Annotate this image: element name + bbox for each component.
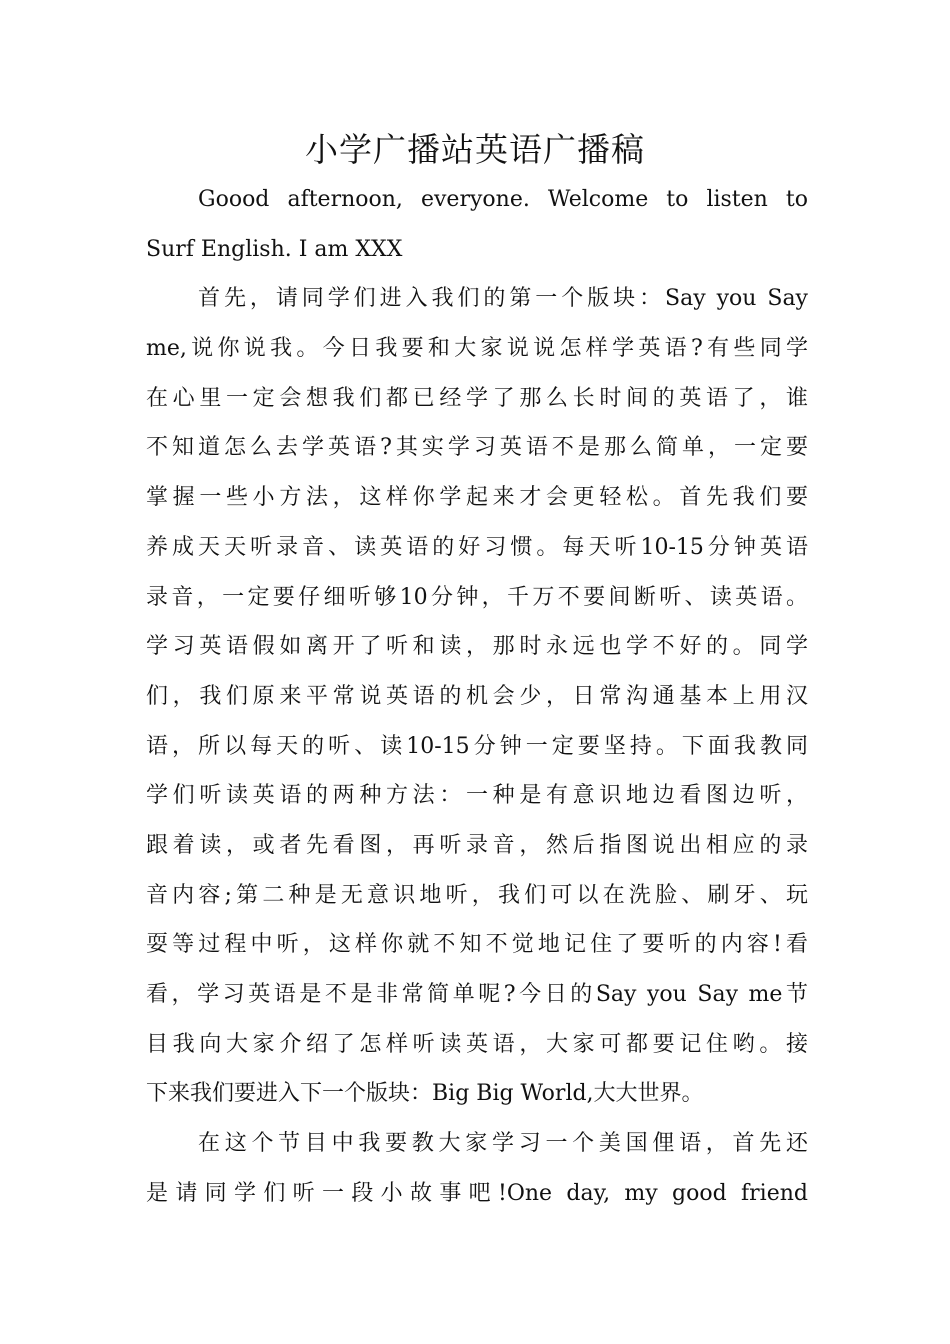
- paragraph-line: 首先，请同学们进入我们的第一个版块：Say you Say: [198, 286, 808, 312]
- paragraph-line: 掌握一些小方法，这样你学起来才会更轻松。首先我们要: [146, 485, 808, 511]
- paragraph-line: 下来我们要进入下一个版块：Big Big World,大大世界。: [146, 1081, 704, 1107]
- paragraph-line: 学们听读英语的两种方法：一种是有意识地边看图边听，: [146, 783, 808, 809]
- paragraph-line: 养成天天听录音、读英语的好习惯。每天听10-15分钟英语: [146, 534, 808, 560]
- paragraph-line: 目我向大家介绍了怎样听读英语，大家可都要记住哟。接: [146, 1031, 808, 1057]
- paragraph-line: 在这个节目中我要教大家学习一个美国俚语，首先还: [198, 1131, 808, 1157]
- paragraph-line: 音内容;第二种是无意识地听，我们可以在洗脸、刷牙、玩: [146, 882, 808, 908]
- document-body: [146, 178, 808, 1221]
- paragraph-line: 是请同学们听一段小故事吧!One day, my good friend: [146, 1180, 808, 1206]
- paragraph-line: 在心里一定会想我们都已经学了那么长时间的英语了，谁: [146, 385, 808, 411]
- document-title: 小学广播站英语广播稿: [305, 130, 645, 169]
- paragraph-line: 录音，一定要仔细听够10分钟，千万不要间断听、读英语。: [146, 584, 808, 610]
- paragraph-line: 学习英语假如离开了听和读，那时永远也学不好的。同学: [146, 634, 808, 660]
- paragraph-line: 语，所以每天的听、读10-15分钟一定要坚持。下面我教同: [146, 733, 808, 759]
- paragraph-line: 看，学习英语是不是非常简单呢?今日的Say you Say me节: [146, 982, 808, 1007]
- paragraph-line: 们，我们原来平常说英语的机会少，日常沟通基本上用汉: [146, 683, 808, 709]
- paragraph-line: Surf English. I am XXX: [146, 236, 403, 262]
- paragraph-line: 不知道怎么去学英语?其实学习英语不是那么简单，一定要: [146, 435, 808, 461]
- paragraph-line: Goood afternoon, everyone. Welcome to listen to: [198, 187, 808, 212]
- paragraph-line: 耍等过程中听，这样你就不知不觉地记住了要听的内容!看: [146, 932, 808, 958]
- paragraph-line: me,说你说我。今日我要和大家说说怎样学英语?有些同学: [146, 336, 808, 362]
- paragraph-line: 跟着读，或者先看图，再听录音，然后指图说出相应的录: [146, 832, 808, 858]
